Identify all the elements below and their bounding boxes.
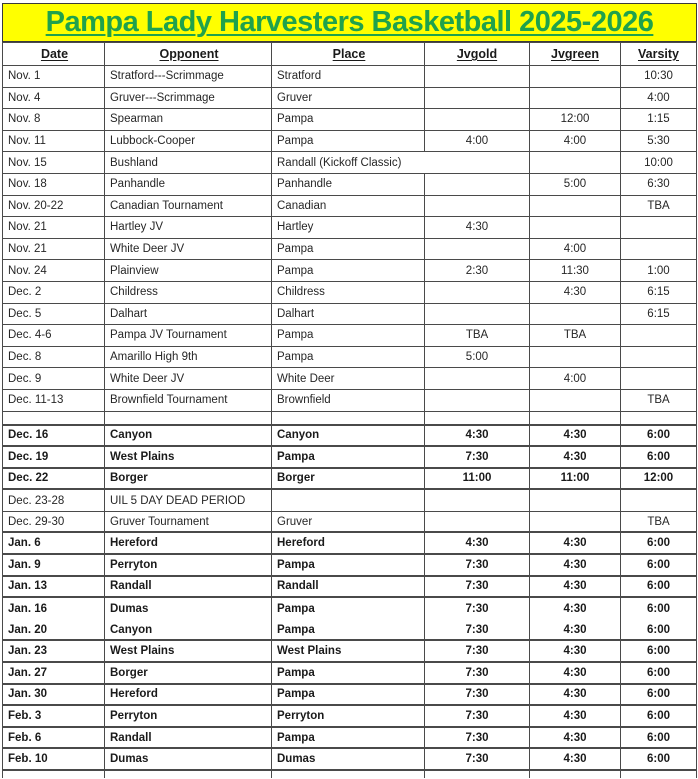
cell-opponent: Spearman [105, 109, 272, 130]
cell-opponent: Perryton [105, 555, 272, 575]
cell-varsity: 6:00 [621, 749, 697, 769]
cell-date: Nov. 1 [3, 66, 105, 87]
cell-jvgold [425, 66, 530, 87]
cell-date: Dec. 8 [3, 347, 105, 368]
cell-jvgold: 4:30 [425, 533, 530, 553]
table-row [3, 771, 697, 778]
cell-jvgold: 4:30 [425, 217, 530, 238]
cell-jvgold [425, 304, 530, 325]
cell-jvgold: 7:30 [425, 641, 530, 661]
cell-place [272, 412, 425, 424]
cell-opponent: White Deer JV [105, 239, 272, 260]
cell-date: Jan. 20 [3, 620, 105, 640]
table-row [3, 685, 697, 707]
cell-jvgold [425, 390, 530, 411]
cell-jvgold [425, 196, 530, 217]
cell-jvgreen: 4:00 [530, 239, 621, 260]
cell-date: Nov. 21 [3, 239, 105, 260]
cell-jvgold [425, 109, 530, 130]
cell-opponent: Panhandle [105, 174, 272, 195]
table-row [3, 447, 697, 469]
cell-date: Dec. 19 [3, 447, 105, 467]
cell-jvgreen [530, 347, 621, 368]
cell-opponent: Stratford---Scrimmage [105, 66, 272, 87]
cell-opponent: Borger [105, 663, 272, 683]
cell-jvgold: 2:30 [425, 260, 530, 281]
cell-date: Jan. 16 [3, 598, 105, 620]
cell-varsity: 4:00 [621, 88, 697, 109]
table-row [3, 347, 697, 369]
cell-jvgold: 7:30 [425, 728, 530, 748]
cell-varsity: 6:00 [621, 706, 697, 726]
cell-date: Dec. 5 [3, 304, 105, 325]
cell-place: Borger [272, 469, 425, 489]
cell-place: Panhandle [272, 174, 425, 195]
table-row [3, 196, 697, 218]
cell-opponent: Lubbock-Cooper [105, 131, 272, 152]
cell-place: Pampa [272, 620, 425, 640]
cell-varsity: 6:15 [621, 304, 697, 325]
cell-jvgreen: 4:30 [530, 663, 621, 683]
cell-jvgreen: 4:30 [530, 426, 621, 446]
cell-date: Jan. 23 [3, 641, 105, 661]
cell-opponent: Dumas [105, 749, 272, 769]
table-row [3, 641, 697, 663]
cell-opponent: Pampa JV Tournament [105, 325, 272, 346]
cell-opponent: Hereford [105, 685, 272, 705]
cell-opponent: Hartley JV [105, 217, 272, 238]
cell-place: Pampa [272, 109, 425, 130]
cell-opponent: Perryton [105, 706, 272, 726]
cell-place: West Plains [272, 641, 425, 661]
cell-varsity [621, 490, 697, 511]
cell-date: Jan. 30 [3, 685, 105, 705]
cell-varsity: TBA [621, 512, 697, 532]
cell-jvgreen: 12:00 [530, 109, 621, 130]
cell-jvgold: 4:30 [425, 426, 530, 446]
cell-date: Jan. 6 [3, 533, 105, 553]
cell-varsity: 6:00 [621, 426, 697, 446]
table-row [3, 368, 697, 390]
cell-jvgreen [530, 490, 621, 511]
cell-varsity: 6:00 [621, 533, 697, 553]
cell-jvgold: 7:30 [425, 749, 530, 769]
table-row [3, 390, 697, 412]
cell-jvgreen: 4:30 [530, 577, 621, 597]
table-row [3, 66, 697, 88]
cell-varsity: 6:00 [621, 447, 697, 467]
cell-jvgreen: 4:30 [530, 282, 621, 303]
cell-jvgold [425, 282, 530, 303]
cell-opponent: Hereford [105, 533, 272, 553]
cell-jvgreen: 4:30 [530, 447, 621, 467]
cell-place: Pampa [272, 325, 425, 346]
table-header-row [3, 43, 697, 66]
column-header-jvgreen: Jvgreen [530, 43, 621, 65]
table-row [3, 512, 697, 534]
cell-place: Hartley [272, 217, 425, 238]
cell-date: Feb. 10 [3, 749, 105, 769]
cell-opponent: West Plains [105, 447, 272, 467]
table-row [3, 598, 697, 620]
cell-date: Dec. 9 [3, 368, 105, 389]
table-row [3, 533, 697, 555]
table-row [3, 706, 697, 728]
cell-date: Feb. 6 [3, 728, 105, 748]
table-row [3, 749, 697, 771]
cell-jvgold [425, 771, 530, 778]
cell-jvgold: 11:00 [425, 469, 530, 489]
cell-place: Canyon [272, 426, 425, 446]
cell-place: Pampa [272, 685, 425, 705]
cell-date: Nov. 24 [3, 260, 105, 281]
cell-date: Nov. 11 [3, 131, 105, 152]
schedule-table [2, 42, 697, 778]
table-row [3, 555, 697, 577]
cell-varsity: 1:15 [621, 109, 697, 130]
table-row [3, 490, 697, 512]
cell-opponent: Bushland [105, 152, 272, 173]
cell-opponent: Randall [105, 728, 272, 748]
table-row [3, 620, 697, 642]
cell-jvgold: 7:30 [425, 555, 530, 575]
cell-date: Dec. 4-6 [3, 325, 105, 346]
cell-date: Feb. 3 [3, 706, 105, 726]
cell-opponent: Canadian Tournament [105, 196, 272, 217]
table-row [3, 412, 697, 426]
cell-opponent: Borger [105, 469, 272, 489]
cell-jvgreen [530, 66, 621, 87]
cell-date: Dec. 29-30 [3, 512, 105, 532]
cell-jvgold: 7:30 [425, 663, 530, 683]
cell-jvgreen: 4:30 [530, 728, 621, 748]
cell-jvgreen [530, 152, 621, 173]
cell-place: Stratford [272, 66, 425, 87]
cell-jvgreen: 4:30 [530, 706, 621, 726]
cell-jvgreen [530, 412, 621, 424]
cell-varsity: 10:30 [621, 66, 697, 87]
cell-jvgreen [530, 196, 621, 217]
cell-place: Pampa [272, 598, 425, 620]
cell-place [272, 490, 425, 511]
cell-jvgreen: 4:00 [530, 131, 621, 152]
cell-jvgold [425, 174, 530, 195]
cell-jvgold: 7:30 [425, 620, 530, 640]
table-row [3, 239, 697, 261]
cell-opponent: Plainview [105, 260, 272, 281]
table-row [3, 304, 697, 326]
cell-jvgold: 4:00 [425, 131, 530, 152]
cell-opponent: Canyon [105, 620, 272, 640]
cell-place: Pampa [272, 347, 425, 368]
cell-date: Jan. 13 [3, 577, 105, 597]
schedule-title: Pampa Lady Harvesters Basketball 2025-2026 [2, 3, 697, 42]
cell-jvgold [425, 490, 530, 511]
column-header-opponent: Opponent [105, 43, 272, 65]
table-row [3, 174, 697, 196]
cell-varsity [621, 325, 697, 346]
cell-jvgreen: 4:30 [530, 620, 621, 640]
cell-varsity [621, 368, 697, 389]
cell-varsity: 6:00 [621, 641, 697, 661]
cell-date [3, 771, 105, 778]
cell-place: Pampa [272, 239, 425, 260]
table-row [3, 88, 697, 110]
cell-place: Pampa [272, 131, 425, 152]
cell-date: Jan. 27 [3, 663, 105, 683]
cell-varsity: TBA [621, 196, 697, 217]
cell-opponent: UIL 5 DAY DEAD PERIOD [105, 490, 272, 511]
cell-opponent: Amarillo High 9th [105, 347, 272, 368]
table-row [3, 152, 697, 174]
cell-place: Hereford [272, 533, 425, 553]
table-row [3, 131, 697, 153]
table-row [3, 577, 697, 599]
cell-place: Perryton [272, 706, 425, 726]
cell-varsity: 6:00 [621, 555, 697, 575]
cell-opponent: Gruver Tournament [105, 512, 272, 532]
cell-varsity [621, 217, 697, 238]
table-row [3, 663, 697, 685]
cell-jvgold: 7:30 [425, 447, 530, 467]
cell-opponent [105, 412, 272, 424]
cell-jvgold [425, 512, 530, 532]
cell-jvgreen: 11:00 [530, 469, 621, 489]
table-row [3, 217, 697, 239]
column-header-jvgold: Jvgold [425, 43, 530, 65]
cell-date: Nov. 18 [3, 174, 105, 195]
cell-place: Pampa [272, 728, 425, 748]
cell-jvgold: 7:30 [425, 685, 530, 705]
cell-date: Dec. 11-13 [3, 390, 105, 411]
cell-jvgreen: 5:00 [530, 174, 621, 195]
cell-jvgreen: 4:30 [530, 533, 621, 553]
table-row [3, 260, 697, 282]
cell-varsity [621, 771, 697, 778]
cell-jvgold: TBA [425, 325, 530, 346]
column-header-date: Date [3, 43, 105, 65]
cell-jvgreen [530, 512, 621, 532]
table-row [3, 469, 697, 491]
cell-opponent: Canyon [105, 426, 272, 446]
cell-jvgreen [530, 771, 621, 778]
cell-jvgreen: 11:30 [530, 260, 621, 281]
cell-jvgreen: 4:00 [530, 368, 621, 389]
cell-varsity: 1:00 [621, 260, 697, 281]
cell-jvgreen [530, 304, 621, 325]
cell-place: Dumas [272, 749, 425, 769]
cell-jvgreen [530, 88, 621, 109]
cell-jvgreen [530, 217, 621, 238]
cell-jvgreen: 4:30 [530, 598, 621, 620]
cell-date: Nov. 21 [3, 217, 105, 238]
cell-jvgold: 7:30 [425, 706, 530, 726]
cell-place: Pampa [272, 447, 425, 467]
cell-place: Pampa [272, 555, 425, 575]
cell-jvgold [425, 412, 530, 424]
cell-jvgold: 7:30 [425, 598, 530, 620]
cell-opponent: Childress [105, 282, 272, 303]
cell-varsity: 6:30 [621, 174, 697, 195]
cell-place: Gruver [272, 88, 425, 109]
cell-place: Pampa [272, 663, 425, 683]
column-header-varsity: Varsity [621, 43, 697, 65]
table-row [3, 426, 697, 448]
cell-jvgreen: 4:30 [530, 641, 621, 661]
cell-place: Brownfield [272, 390, 425, 411]
cell-place: Pampa [272, 260, 425, 281]
cell-opponent: Dalhart [105, 304, 272, 325]
cell-date: Nov. 8 [3, 109, 105, 130]
cell-place: White Deer [272, 368, 425, 389]
cell-place [272, 771, 425, 778]
cell-varsity: 10:00 [621, 152, 697, 173]
cell-jvgold [425, 88, 530, 109]
cell-jvgreen: 4:30 [530, 685, 621, 705]
cell-date: Nov. 20-22 [3, 196, 105, 217]
cell-opponent: Brownfield Tournament [105, 390, 272, 411]
cell-date: Dec. 22 [3, 469, 105, 489]
cell-place: Randall [272, 577, 425, 597]
table-row [3, 728, 697, 750]
cell-varsity [621, 347, 697, 368]
cell-date: Nov. 15 [3, 152, 105, 173]
cell-opponent: White Deer JV [105, 368, 272, 389]
cell-varsity: 5:30 [621, 131, 697, 152]
cell-place: Dalhart [272, 304, 425, 325]
cell-varsity: 6:00 [621, 598, 697, 620]
cell-date: Nov. 4 [3, 88, 105, 109]
cell-opponent: Gruver---Scrimmage [105, 88, 272, 109]
cell-jvgreen: TBA [530, 325, 621, 346]
cell-jvgold [425, 368, 530, 389]
cell-opponent: West Plains [105, 641, 272, 661]
cell-jvgold: 5:00 [425, 347, 530, 368]
cell-jvgreen: 4:30 [530, 555, 621, 575]
cell-date: Jan. 9 [3, 555, 105, 575]
table-row [3, 325, 697, 347]
cell-jvgold [425, 239, 530, 260]
cell-varsity: 6:00 [621, 620, 697, 640]
cell-varsity: 12:00 [621, 469, 697, 489]
cell-jvgold: 7:30 [425, 577, 530, 597]
cell-date: Dec. 23-28 [3, 490, 105, 511]
cell-varsity: 6:00 [621, 685, 697, 705]
cell-opponent [105, 771, 272, 778]
cell-place: Childress [272, 282, 425, 303]
column-header-place: Place [272, 43, 425, 65]
cell-varsity: 6:00 [621, 663, 697, 683]
cell-place: Randall (Kickoff Classic) [272, 152, 530, 173]
cell-jvgreen [530, 390, 621, 411]
cell-jvgreen: 4:30 [530, 749, 621, 769]
table-row [3, 282, 697, 304]
cell-varsity [621, 239, 697, 260]
cell-varsity: TBA [621, 390, 697, 411]
cell-date: Dec. 2 [3, 282, 105, 303]
cell-varsity: 6:15 [621, 282, 697, 303]
cell-opponent: Randall [105, 577, 272, 597]
cell-opponent: Dumas [105, 598, 272, 620]
cell-place: Gruver [272, 512, 425, 532]
cell-varsity: 6:00 [621, 728, 697, 748]
cell-date [3, 412, 105, 424]
cell-place: Canadian [272, 196, 425, 217]
cell-date: Dec. 16 [3, 426, 105, 446]
cell-varsity [621, 412, 697, 424]
cell-varsity: 6:00 [621, 577, 697, 597]
table-row [3, 109, 697, 131]
